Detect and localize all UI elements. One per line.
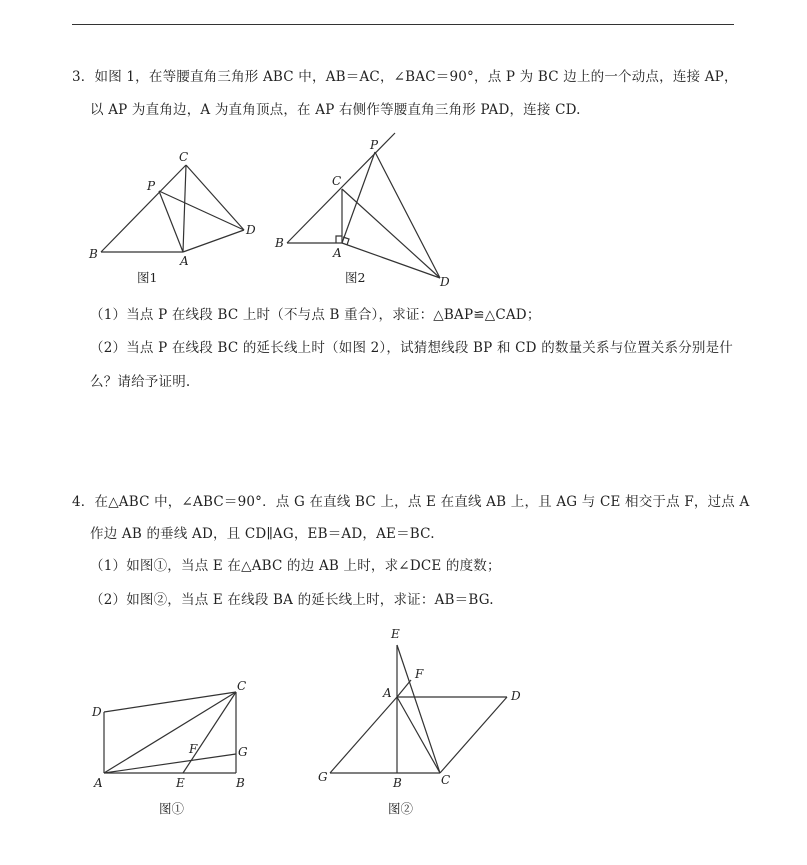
fig2-label-b: B xyxy=(275,236,284,250)
fig1-label-d: D xyxy=(246,223,256,237)
fig4-label-b: B xyxy=(393,776,402,790)
q3-part1: （1）当点 P 在线段 BC 上时（不与点 B 重合），求证：△BAP≌△CAD； xyxy=(90,307,541,323)
fig1-caption: 图1 xyxy=(137,270,158,285)
fig3-label-b: B xyxy=(236,776,245,790)
q3-statement-line2: 以 AP 为直角边，A 为直角顶点，在 AP 右侧作等腰直角三角形 PAD，连接 CD. xyxy=(90,102,581,118)
fig3-label-a: A xyxy=(94,776,103,790)
figure-4-lines xyxy=(330,645,507,773)
fig4-label-g: G xyxy=(318,770,328,784)
q4-part2: （2）如图②，当点 E 在线段 BA 的延长线上时，求证：AB＝BG. xyxy=(90,592,494,608)
q3-part2-line2: 么？请给予证明. xyxy=(90,374,191,390)
q3-part2-line1: （2）当点 P 在线段 BC 的延长线上时（如图 2），试猜想线段 BP 和 CD 的数量关系与位置关系分别是什 xyxy=(90,340,733,356)
fig2-label-p: P xyxy=(370,138,379,152)
q4-statement-line2: 作边 AB 的垂线 AD，且 CD∥AG，EB＝AD，AE＝BC. xyxy=(90,526,435,542)
fig4-label-c: C xyxy=(441,773,451,787)
fig4-label-a: A xyxy=(383,686,392,700)
fig1-label-p: P xyxy=(147,179,156,193)
q4-part1: （1）如图①，当点 E 在△ABC 的边 AB 上时，求∠DCE 的度数； xyxy=(90,558,501,574)
fig2-label-a: A xyxy=(333,246,342,260)
fig3-caption: 图① xyxy=(159,801,185,816)
fig1-label-b: B xyxy=(89,247,98,261)
fig3-label-e: E xyxy=(176,776,185,790)
fig4-label-e: E xyxy=(391,627,400,641)
fig4-label-d: D xyxy=(511,689,521,703)
fig3-label-c: C xyxy=(237,679,247,693)
fig3-label-f: F xyxy=(189,742,198,756)
q3-statement-line1: 3．如图 1，在等腰直角三角形 ABC 中，AB＝AC，∠BAC＝90°，点 P 为 BC 边上的一个动点，连接 AP， xyxy=(72,69,738,85)
fig2-label-c: C xyxy=(332,174,342,188)
fig3-label-g: G xyxy=(238,745,248,759)
fig4-label-f: F xyxy=(415,667,424,681)
q4-statement-line1: 4．在△ABC 中，∠ABC＝90°．点 G 在直线 BC 上，点 E 在直线 AB 上，且 AG 与 CE 相交于点 F，过点 A xyxy=(72,494,750,510)
fig3-label-d: D xyxy=(92,705,102,719)
figure-2-lines xyxy=(287,133,440,278)
figure-1-lines xyxy=(101,165,244,252)
fig1-label-c: C xyxy=(179,150,189,164)
fig1-label-a: A xyxy=(180,254,189,268)
fig2-label-d: D xyxy=(440,275,450,289)
fig2-caption: 图2 xyxy=(345,270,366,285)
fig4-caption: 图② xyxy=(388,801,414,816)
figure-3-lines xyxy=(104,692,236,773)
